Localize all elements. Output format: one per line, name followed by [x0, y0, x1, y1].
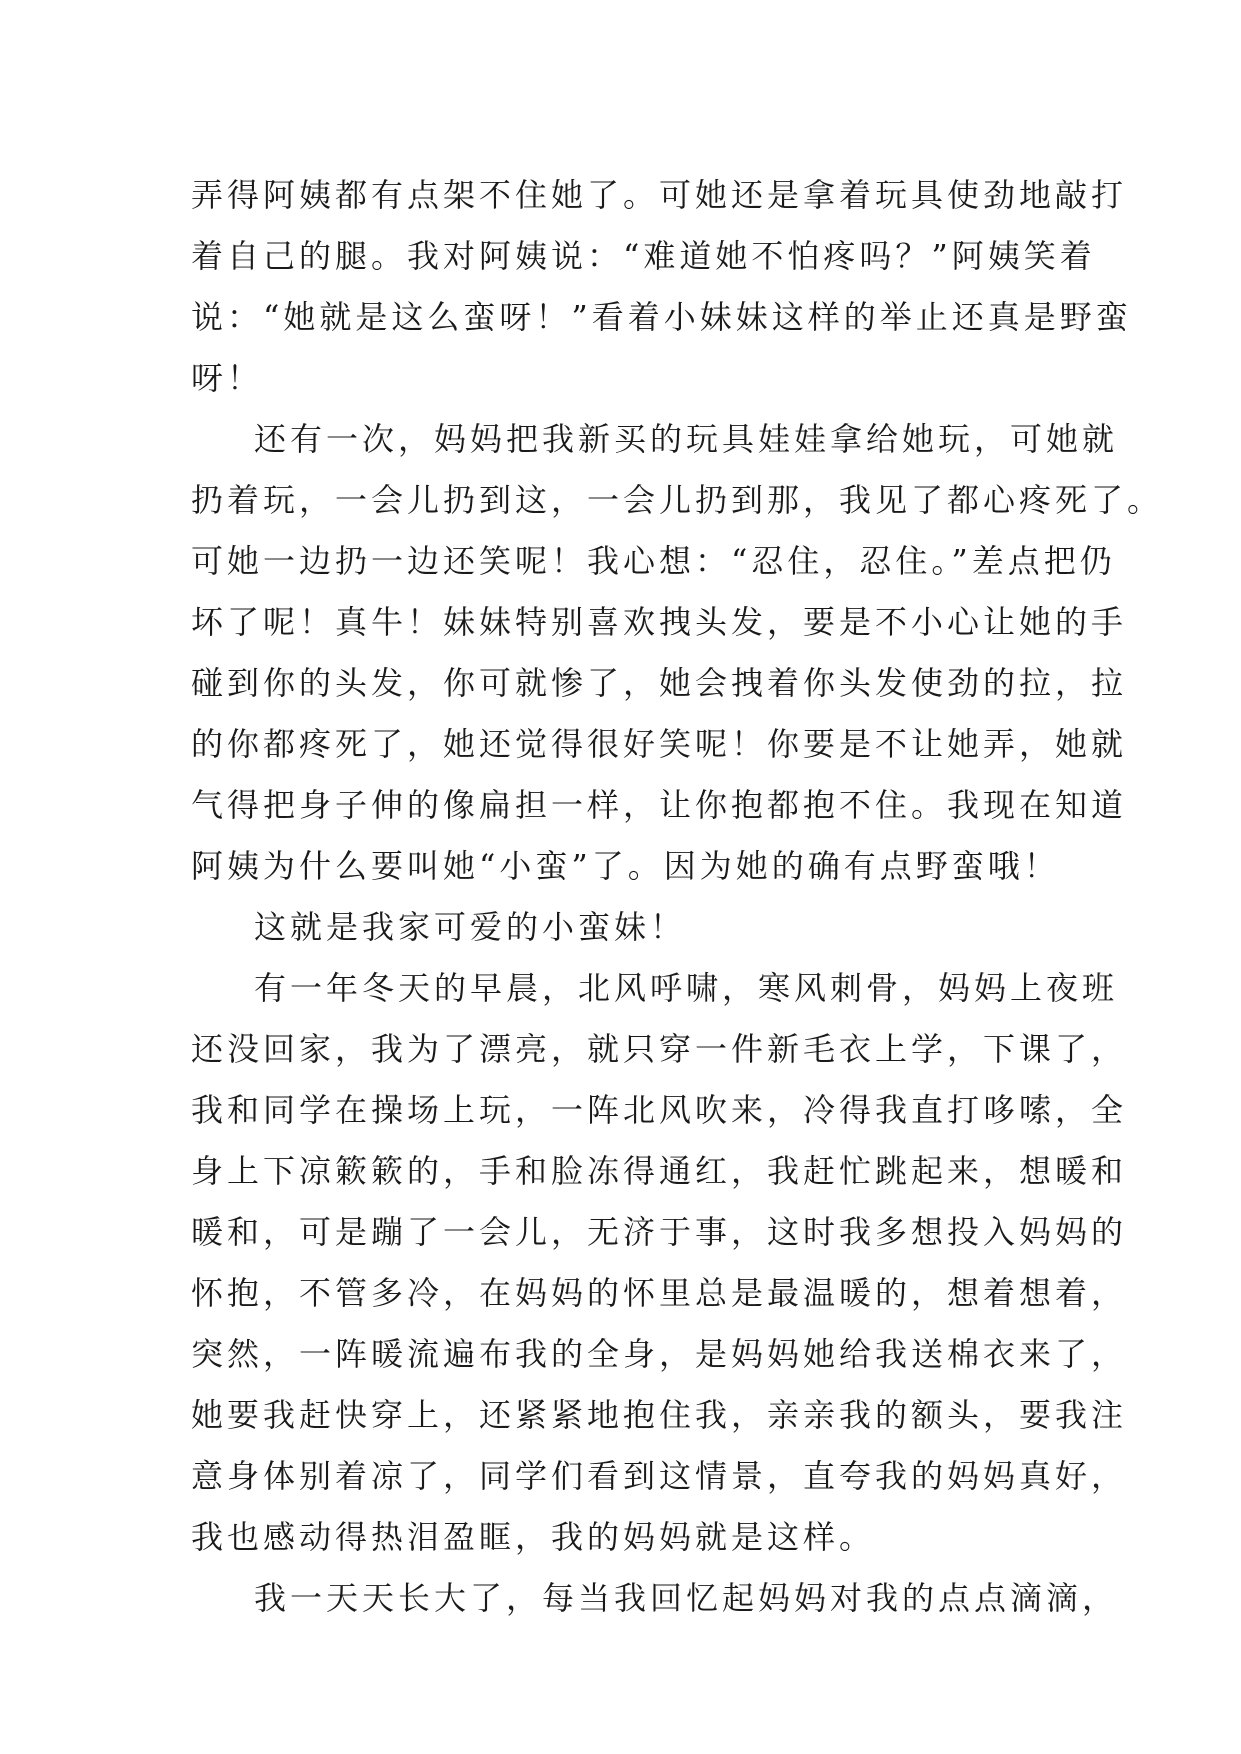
text-line: 说：“她就是这么蛮呀！”看着小妹妹这样的举止还真是野蛮 [191, 298, 1132, 336]
body-text [191, 165, 1164, 1629]
text-line: 突然，一阵暖流遍布我的全身，是妈妈她给我送棉衣来了， [191, 1335, 1128, 1373]
text-line: 碰到你的头发，你可就惨了，她会拽着你头发使劲的拉，拉 [191, 664, 1128, 702]
text-line: 坏了呢！真牛！妹妹特别喜欢拽头发，要是不小心让她的手 [191, 603, 1128, 641]
text-line: 还有一次，妈妈把我新买的玩具娃娃拿给她玩，可她就 [254, 420, 1119, 458]
text-line: 有一年冬天的早晨，北风呼啸，寒风刺骨，妈妈上夜班 [254, 969, 1119, 1007]
text-line: 暖和，可是蹦了一会儿，无济于事，这时我多想投入妈妈的 [191, 1213, 1128, 1251]
text-line: 意身体别着凉了，同学们看到这情景，直夸我的妈妈真好， [191, 1457, 1128, 1495]
text-line: 身上下凉簌簌的，手和脸冻得通红，我赶忙跳起来，想暖和 [191, 1152, 1128, 1190]
text-line: 她要我赶快穿上，还紧紧地抱住我，亲亲我的额头，要我注 [191, 1396, 1128, 1434]
text-line: 我也感动得热泪盈眶，我的妈妈就是这样。 [191, 1518, 876, 1556]
text-line: 可她一边扔一边还笑呢！我心想：“忍住，忍住。”差点把仍 [191, 542, 1116, 580]
text-line: 我和同学在操场上玩，一阵北风吹来，冷得我直打哆嗦，全 [191, 1091, 1128, 1129]
text-line: 气得把身子伸的像扁担一样，让你抱都抱不住。我现在知道 [191, 786, 1128, 824]
text-line: 这就是我家可爱的小蛮妹！ [254, 908, 687, 946]
text-line: 还没回家，我为了漂亮，就只穿一件新毛衣上学，下课了， [191, 1030, 1128, 1068]
text-line: 着自己的腿。我对阿姨说：“难道她不怕疼吗？”阿姨笑着 [191, 237, 1096, 275]
text-line: 扔着玩，一会儿扔到这，一会儿扔到那，我见了都心疼死了。 [191, 481, 1164, 519]
text-line: 弄得阿姨都有点架不住她了。可她还是拿着玩具使劲地敲打 [191, 176, 1128, 214]
text-line: 呀！ [191, 359, 264, 397]
text-line: 怀抱，不管多冷，在妈妈的怀里总是最温暖的，想着想着， [191, 1274, 1128, 1312]
text-line: 阿姨为什么要叫她“小蛮”了。因为她的确有点野蛮哦！ [191, 847, 1060, 885]
text-line: 我一天天长大了，每当我回忆起妈妈对我的点点滴滴， [254, 1579, 1119, 1617]
text-line: 的你都疼死了，她还觉得很好笑呢！你要是不让她弄，她就 [191, 725, 1128, 763]
